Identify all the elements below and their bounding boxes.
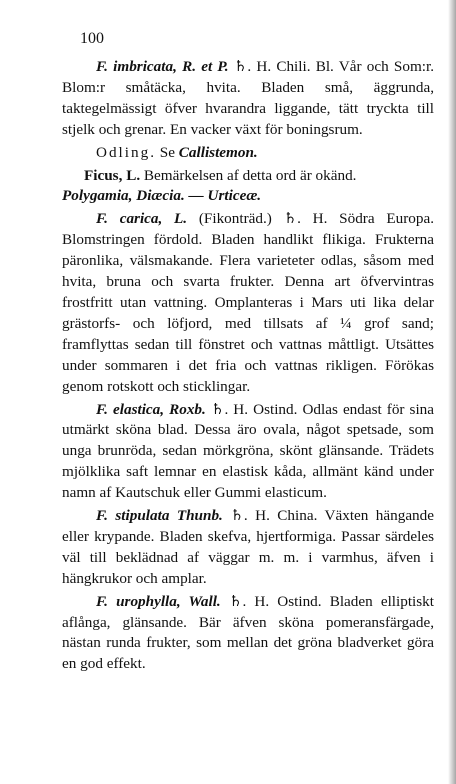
genus-name: Ficus, L.	[84, 166, 141, 184]
entry-imbricata	[62, 57, 434, 141]
entry-urophylla	[62, 592, 434, 676]
odling-label: Odling.	[96, 143, 156, 161]
entry-stipulata	[62, 506, 434, 590]
entry-name: F. elastica, Roxb.	[96, 400, 206, 418]
entry-name: F. imbricata, R. et P.	[96, 58, 229, 75]
entry-carica	[62, 209, 434, 397]
cross-reference: Callistemon.	[178, 143, 258, 161]
entry-text: ♄. H. Ostind. Odlas endast för sina utmärkt sköna blad. Dessa äro ovala, något spetsade, som unga brunröda, sedan mörkgröna, skönt glänsande. Trädets mjölklika saft lemnar en elastisk kåda, allmänt känd under namn af Kautschuk eller Gummi elasticum.	[62, 400, 435, 502]
entry-name: F. stipulata Thunb.	[96, 507, 223, 525]
entry-text: (Fikonträd.) ♄. H. Södra Europa. Blomstringen fördold. Bladen handlikt flikiga. Frukterna päronlika, välsmakande. Flera varieteter odlas, såsom med hvita, bruna och svarta frukter. Denna art öfvervintras frostfritt utan vattning. Omplanteras i Mars uti lika delar grästorfs- och löfjord, med tillsats af ¼ grof sand; framflyttas sedan till fönstret och vattnas måttligt. Utsättes under sommaren i det fria och vattnas rikligen. Förökas genom rotskott och sticklingar.	[62, 210, 434, 395]
entry-name: F. urophylla, Wall.	[96, 592, 221, 610]
entry-text: ♄. H. Chili. Bl. Vår och Som:r. Blom:r småtäcka, hvita. Bladen små, äggrunda, taktegelmässigt öfver hvarandra liggande, tätt tryckta till stjelk och grenar. En vacker växt för boningsrum.	[62, 58, 434, 138]
entry-odling	[62, 143, 434, 164]
entry-text: ♄. H. China. Växten hängande eller krypande. Bladen skefva, hjertformiga. Passar särdeles väl till beklädnad af väggar m. m. i varmhus, äfven i hängkrukor och amplar.	[62, 507, 434, 587]
page-edge-shadow	[448, 0, 456, 784]
entry-text: ♄. H. Ostind. Bladen elliptiskt aflånga, glänsande. Bär äfven sköna pomeransfärgade, nästan runda frukter, som mellan det gröna bladverket göra en god effekt.	[62, 592, 434, 673]
page-body	[62, 57, 434, 675]
entry-ficus	[62, 166, 434, 208]
entry-text: Bemärkelsen af detta ord är okänd.	[140, 166, 357, 184]
entry-elastica	[62, 400, 434, 505]
classification-line: Polygamia, Diæcia. — Urticeæ.	[62, 187, 262, 205]
page-number: 100	[80, 30, 104, 47]
odling-pre: Se	[156, 143, 179, 161]
entry-name: F. carica, L.	[96, 210, 188, 228]
